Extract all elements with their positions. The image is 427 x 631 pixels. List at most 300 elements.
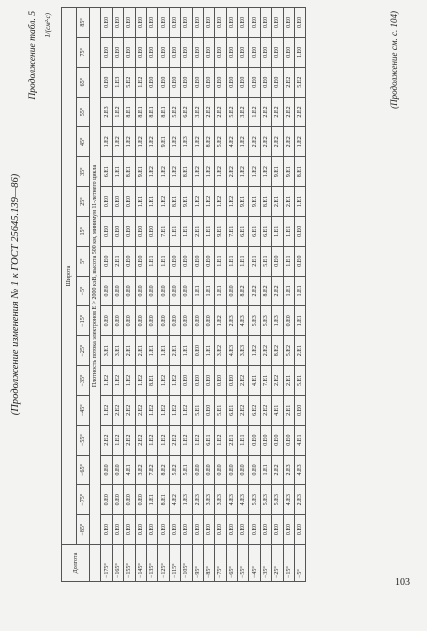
flux-value-cell: 1.E1 (283, 216, 294, 246)
flux-value-cell: 2.E2 (295, 97, 306, 127)
flux-value-cell: 9.E1 (283, 157, 294, 187)
flux-value-cell: 8.E2 (272, 336, 283, 366)
flux-value-cell: 2.E2 (283, 67, 294, 97)
flux-value-cell: 8.E2 (238, 276, 249, 306)
flux-value-cell: 5.E2 (295, 67, 306, 97)
flux-value-cell: 2.E2 (226, 157, 237, 187)
flux-value-cell: 2.E2 (249, 127, 260, 157)
flux-value-cell: 0.E0 (226, 8, 237, 38)
flux-value-cell: 2.E2 (101, 425, 112, 455)
flux-value-cell: 0.E0 (112, 37, 123, 67)
flux-value-cell: 2.E3 (226, 306, 237, 336)
flux-value-cell: 2.E2 (238, 366, 249, 396)
flux-value-cell: 2.E2 (135, 425, 146, 455)
longitude-cell: −135° (146, 545, 157, 582)
flux-value-cell: 5.E2 (169, 455, 180, 485)
flux-value-cell: 1.E1 (203, 276, 214, 306)
flux-value-cell: 2.E2 (124, 395, 135, 425)
longitude-cell: −15° (283, 545, 294, 582)
flux-value-cell: 0.E0 (146, 306, 157, 336)
latitude-column-header: 45° (77, 127, 90, 157)
flux-value-cell: 5.E1 (215, 395, 226, 425)
flux-value-cell: 0.E0 (203, 37, 214, 67)
flux-value-cell: 3.E2 (215, 336, 226, 366)
flux-value-cell: 0.E0 (215, 515, 226, 545)
longitude-cell: −125° (158, 545, 169, 582)
flux-value-cell: 5.E2 (169, 97, 180, 127)
flux-value-cell: 2.E2 (112, 395, 123, 425)
flux-value-cell: 1.E1 (272, 216, 283, 246)
flux-value-cell: 5.E2 (215, 127, 226, 157)
flux-value-cell: 1.E2 (112, 366, 123, 396)
flux-value-cell: 0.E0 (203, 246, 214, 276)
flux-value-cell: 0.E0 (158, 276, 169, 306)
flux-value-cell: 8.E1 (260, 187, 271, 217)
latitude-header: Широта (62, 8, 77, 545)
flux-value-cell: 5.E3 (249, 485, 260, 515)
table-row (112, 8, 123, 582)
table-row (215, 8, 226, 582)
flux-value-cell: 8.E2 (158, 455, 169, 485)
description-row (90, 8, 101, 582)
flux-value-cell: 0.E0 (146, 216, 157, 246)
flux-value-cell: 1.E2 (238, 157, 249, 187)
flux-value-cell: 9.E1 (238, 187, 249, 217)
flux-value-cell: 1.E1 (146, 246, 157, 276)
flux-value-cell: 0.E0 (169, 67, 180, 97)
flux-value-cell: 4.E3 (238, 485, 249, 515)
data-table (61, 7, 306, 582)
flux-value-cell: 0.E0 (295, 216, 306, 246)
latitude-column-header: −15° (77, 306, 90, 336)
flux-value-cell: 7.E1 (226, 216, 237, 246)
flux-value-cell: 7.E2 (146, 455, 157, 485)
flux-value-cell: 0.E0 (203, 515, 214, 545)
flux-value-cell: 1.E2 (135, 67, 146, 97)
latitude-column-header: −55° (77, 425, 90, 455)
table-row (158, 8, 169, 582)
flux-value-cell: 1.E1 (192, 276, 203, 306)
flux-value-cell: 0.E0 (226, 515, 237, 545)
flux-value-cell: 0.E0 (112, 8, 123, 38)
flux-value-cell: 1.E2 (158, 187, 169, 217)
flux-value-cell: 4.E1 (272, 395, 283, 425)
flux-value-cell: 0.E0 (192, 336, 203, 366)
latitude-column-header: 75° (77, 37, 90, 67)
flux-value-cell: 0.E0 (181, 366, 192, 396)
flux-value-cell: 2.E2 (260, 336, 271, 366)
flux-value-cell: 1.E1 (158, 246, 169, 276)
flux-value-cell: 0.E0 (101, 246, 112, 276)
longitude-cell: −155° (124, 545, 135, 582)
flux-value-cell: 0.E0 (124, 306, 135, 336)
flux-value-cell: 1.E1 (169, 216, 180, 246)
flux-value-cell: 0.E0 (101, 67, 112, 97)
flux-value-cell: 0.E0 (215, 37, 226, 67)
latitude-column-header: 25° (77, 187, 90, 217)
latitude-column-header: 5° (77, 246, 90, 276)
longitude-cell: −85° (203, 545, 214, 582)
flux-value-cell: 8.E1 (181, 157, 192, 187)
flux-value-cell: 1.E2 (192, 425, 203, 455)
flux-value-cell: 2.E1 (283, 366, 294, 396)
flux-value-cell: 2.E2 (203, 97, 214, 127)
flux-value-cell: 0.E0 (215, 8, 226, 38)
flux-value-cell: 2.E2 (238, 395, 249, 425)
flux-value-cell: 5.E1 (295, 366, 306, 396)
flux-value-cell: 1.E1 (295, 306, 306, 336)
flux-value-cell: 0.E0 (158, 8, 169, 38)
flux-value-cell: 2.E2 (272, 366, 283, 396)
flux-value-cell: 0.E0 (192, 366, 203, 396)
flux-value-cell: 0.E0 (238, 67, 249, 97)
flux-value-cell: 3.E2 (135, 455, 146, 485)
flux-value-cell: 2.E1 (135, 336, 146, 366)
flux-value-cell: 5.E3 (260, 485, 271, 515)
flux-value-cell: 1.E2 (169, 366, 180, 396)
flux-value-cell: 1.E2 (215, 157, 226, 187)
flux-value-cell: 4.E3 (295, 455, 306, 485)
flux-value-cell: 1.E2 (158, 395, 169, 425)
flux-value-cell: 1.E2 (169, 157, 180, 187)
flux-value-cell: 0.E0 (158, 37, 169, 67)
page-header: (Продолжение изменения № 1 к ГОСТ 25645.139—86) (10, 173, 21, 416)
flux-value-cell: 1.E2 (249, 336, 260, 366)
flux-value-cell: 1.E1 (295, 187, 306, 217)
flux-value-cell: 9.E1 (181, 187, 192, 217)
flux-value-cell: 2.E1 (283, 187, 294, 217)
flux-value-cell: 2.E1 (283, 395, 294, 425)
flux-value-cell: 1.E1 (203, 336, 214, 366)
flux-value-cell: 2.E2 (272, 455, 283, 485)
flux-value-cell: 0.E0 (124, 276, 135, 306)
flux-value-cell: 1.E2 (260, 157, 271, 187)
flux-value-cell: 1.E1 (260, 455, 271, 485)
flux-value-cell: 0.E0 (283, 8, 294, 38)
flux-value-cell: 0.E0 (135, 515, 146, 545)
flux-value-cell: 0.E0 (238, 455, 249, 485)
flux-value-cell: 1.E1 (146, 336, 157, 366)
longitude-cell: −25° (272, 545, 283, 582)
flux-value-cell: 0.E0 (158, 306, 169, 336)
longitude-cell: −165° (112, 545, 123, 582)
latitude-column-header: 35° (77, 157, 90, 187)
flux-value-cell: 0.E0 (295, 515, 306, 545)
flux-value-cell: 2.E1 (169, 336, 180, 366)
flux-value-cell: 0.E0 (295, 246, 306, 276)
longitude-cell: −65° (226, 545, 237, 582)
longitude-cell: −175° (101, 545, 112, 582)
flux-value-cell: 9.E1 (272, 157, 283, 187)
longitude-cell: −45° (249, 545, 260, 582)
flux-value-cell: 6.E1 (203, 425, 214, 455)
flux-value-cell: 6.E1 (238, 216, 249, 246)
flux-value-cell: 0.E0 (238, 37, 249, 67)
rotated-page-content (7, 7, 420, 582)
flux-value-cell: 1.E1 (112, 157, 123, 187)
flux-value-cell: 6.E1 (249, 216, 260, 246)
flux-value-cell: 0.E0 (181, 306, 192, 336)
flux-value-cell: 1.E1 (181, 336, 192, 366)
flux-value-cell: 5.E2 (283, 336, 294, 366)
flux-value-cell: 0.E0 (169, 306, 180, 336)
flux-value-cell: 1.E1 (181, 216, 192, 246)
flux-value-cell: 0.E0 (158, 515, 169, 545)
flux-value-cell: 0.E0 (249, 425, 260, 455)
flux-value-cell: 0.E0 (112, 306, 123, 336)
flux-value-cell: 1.E1 (215, 246, 226, 276)
flux-value-cell: 0.E0 (215, 455, 226, 485)
latitude-column-header: −35° (77, 366, 90, 396)
table-row (283, 8, 294, 582)
flux-value-cell: 6.E2 (249, 395, 260, 425)
flux-value-cell: 8.E1 (124, 97, 135, 127)
flux-value-cell: 2.E2 (135, 395, 146, 425)
flux-value-cell: 2.E2 (124, 425, 135, 455)
flux-value-cell: 2.E1 (272, 187, 283, 217)
flux-value-cell: 8.E1 (146, 97, 157, 127)
flux-value-cell: 9.E1 (249, 187, 260, 217)
flux-value-cell: 3.E3 (215, 485, 226, 515)
flux-value-cell: 1.E1 (295, 276, 306, 306)
flux-value-cell: 1.E2 (101, 366, 112, 396)
flux-value-cell: 4.E1 (124, 455, 135, 485)
units-label: 1/(см²·с) (44, 13, 52, 38)
flux-value-cell: 1.E2 (146, 157, 157, 187)
flux-value-cell: 6.E1 (226, 395, 237, 425)
flux-value-cell: 1.E1 (238, 246, 249, 276)
flux-value-cell: 6.E1 (101, 157, 112, 187)
flux-value-cell: 0.E0 (146, 276, 157, 306)
flux-value-cell: 1.E2 (101, 395, 112, 425)
flux-value-cell: 0.E0 (295, 395, 306, 425)
flux-value-cell: 1.E2 (215, 425, 226, 455)
flux-value-cell: 0.E0 (249, 67, 260, 97)
flux-value-cell: 4.E3 (283, 485, 294, 515)
flux-value-cell: 0.E0 (135, 306, 146, 336)
flux-value-cell: 0.E0 (101, 8, 112, 38)
flux-value-cell: 0.E0 (135, 8, 146, 38)
latitude-column-header: −45° (77, 395, 90, 425)
flux-value-cell: 4.E2 (226, 127, 237, 157)
flux-value-cell: 0.E0 (226, 276, 237, 306)
flux-value-cell: 8.E1 (135, 97, 146, 127)
flux-value-cell: 9.E1 (215, 216, 226, 246)
flux-value-cell: 8.E1 (158, 97, 169, 127)
flux-value-cell: 0.E0 (226, 37, 237, 67)
flux-value-cell: 0.E0 (226, 67, 237, 97)
flux-value-cell: 0.E0 (283, 37, 294, 67)
flux-value-cell: 0.E0 (192, 455, 203, 485)
flux-value-cell: 0.E0 (272, 37, 283, 67)
flux-value-cell: 0.E0 (181, 8, 192, 38)
flux-value-cell: 3.E3 (203, 485, 214, 515)
flux-value-cell: 1.E2 (249, 97, 260, 127)
flux-value-cell: 8.E1 (295, 157, 306, 187)
latitude-column-header: −25° (77, 336, 90, 366)
flux-value-cell: 1.E2 (169, 395, 180, 425)
flux-value-cell: 2.E2 (215, 97, 226, 127)
flux-value-cell: 0.E0 (112, 485, 123, 515)
flux-value-cell: 1.E2 (158, 366, 169, 396)
flux-value-cell: 4.E1 (249, 366, 260, 396)
flux-value-cell: 0.E0 (124, 8, 135, 38)
column-header-row (77, 8, 90, 582)
flux-value-cell: 1.E2 (181, 395, 192, 425)
flux-value-cell: 0.E0 (124, 216, 135, 246)
flux-value-cell: 2.E2 (169, 425, 180, 455)
longitude-cell: −75° (215, 545, 226, 582)
flux-value-cell: 5.E3 (249, 306, 260, 336)
flux-value-cell: 1.E2 (146, 127, 157, 157)
latitude-column-header: 85° (77, 8, 90, 38)
flux-value-cell: 0.E0 (272, 67, 283, 97)
longitude-cell: −5° (295, 545, 306, 582)
flux-value-cell: 0.E0 (112, 515, 123, 545)
flux-value-cell: 2.E2 (260, 395, 271, 425)
flux-value-cell: 0.E0 (169, 515, 180, 545)
table-row (238, 8, 249, 582)
flux-value-cell: 1.E0 (295, 37, 306, 67)
flux-value-cell: 1.E2 (238, 127, 249, 157)
flux-value-cell: 5.E3 (272, 485, 283, 515)
page-number: 103 (395, 577, 410, 588)
flux-value-cell: 1.E1 (146, 485, 157, 515)
table-row (101, 8, 112, 582)
flux-value-cell: 0.E0 (215, 67, 226, 97)
flux-value-cell: 1.E2 (169, 127, 180, 157)
flux-value-cell: 0.E0 (203, 395, 214, 425)
flux-value-cell: 0.E0 (146, 37, 157, 67)
flux-value-cell: 0.E0 (203, 8, 214, 38)
flux-value-cell: 4.E3 (226, 336, 237, 366)
table-row (169, 8, 180, 582)
flux-value-cell: 2.E1 (295, 336, 306, 366)
flux-value-cell: 2.E2 (283, 97, 294, 127)
flux-value-cell: 2.E3 (101, 97, 112, 127)
flux-value-cell: 3.E2 (192, 97, 203, 127)
flux-value-cell: 1.E2 (215, 306, 226, 336)
flux-value-cell: 8.E1 (158, 485, 169, 515)
flux-value-cell: 8.E2 (203, 127, 214, 157)
flux-value-cell: 0.E0 (192, 515, 203, 545)
flux-value-cell: 3.E1 (101, 336, 112, 366)
flux-value-cell: 0.E0 (272, 246, 283, 276)
flux-value-cell: 8.E2 (260, 276, 271, 306)
flux-value-cell: 0.E0 (260, 8, 271, 38)
flux-value-cell: 3.E1 (112, 336, 123, 366)
flux-value-cell: 4.E1 (295, 425, 306, 455)
flux-value-cell: 0.E0 (203, 455, 214, 485)
table-row (135, 8, 146, 582)
flux-value-cell: 1.E1 (283, 246, 294, 276)
flux-value-cell: 2.E3 (283, 455, 294, 485)
flux-value-cell: 1.E1 (283, 276, 294, 306)
flux-value-cell: 0.E0 (101, 455, 112, 485)
continuation-note: (Продолжение см. с. 104) (389, 11, 399, 109)
flux-value-cell: 0.E0 (226, 366, 237, 396)
flux-value-cell: 2.E2 (272, 127, 283, 157)
flux-value-cell: 1.E1 (158, 336, 169, 366)
flux-value-cell: 0.E0 (146, 515, 157, 545)
flux-value-cell: 5.E2 (124, 67, 135, 97)
flux-value-cell: 1.E3 (181, 127, 192, 157)
flux-value-cell: 0.E0 (260, 515, 271, 545)
flux-value-cell: 1.E2 (112, 127, 123, 157)
flux-value-cell: 1.E3 (272, 306, 283, 336)
flux-value-cell: 0.E0 (203, 67, 214, 97)
flux-value-cell: 0.E0 (215, 366, 226, 396)
longitude-cell: −55° (238, 545, 249, 582)
flux-value-cell: 1.E2 (295, 127, 306, 157)
table-title: Продолжение табл. 5 (28, 11, 38, 100)
flux-value-cell: 3.E2 (238, 97, 249, 127)
flux-value-cell: 0.E0 (169, 246, 180, 276)
flux-value-cell: 0.E0 (249, 8, 260, 38)
flux-value-cell: 4.E3 (238, 306, 249, 336)
flux-value-cell: 0.E0 (146, 67, 157, 97)
flux-value-cell: 0.E0 (101, 216, 112, 246)
flux-value-cell: 0.E0 (124, 485, 135, 515)
flux-value-cell: 1.E2 (226, 187, 237, 217)
flux-value-cell: 8.E1 (146, 366, 157, 396)
flux-value-cell: 0.E0 (260, 67, 271, 97)
table-row (272, 8, 283, 582)
flux-value-cell: 0.E0 (192, 67, 203, 97)
flux-value-cell: 0.E0 (272, 8, 283, 38)
flux-value-cell: 8.E1 (124, 157, 135, 187)
flux-value-cell: 0.E0 (101, 306, 112, 336)
flux-value-cell: 0.E0 (101, 515, 112, 545)
flux-value-cell: 2.E2 (249, 276, 260, 306)
latitude-column-header: 15° (77, 216, 90, 246)
flux-value-cell: 0.E0 (192, 306, 203, 336)
latitude-column-header: 65° (77, 67, 90, 97)
table-row (260, 8, 271, 582)
flux-value-cell: 0.E0 (181, 515, 192, 545)
flux-value-cell: 9.E1 (135, 157, 146, 187)
flux-value-cell: 1.E2 (158, 157, 169, 187)
flux-value-cell: 2.E3 (295, 485, 306, 515)
flux-value-cell: 0.E0 (101, 485, 112, 515)
flux-value-cell: 0.E0 (181, 246, 192, 276)
flux-value-cell: 1.E2 (158, 425, 169, 455)
flux-value-cell: 0.E0 (169, 8, 180, 38)
table-body (90, 8, 306, 582)
flux-value-cell: 0.E0 (112, 216, 123, 246)
table-description: Плотность потока электронов E > 2000 кэВ, высота 500 км, минимум 11-летнего цикла (90, 8, 101, 545)
flux-value-cell: 0.E0 (124, 187, 135, 217)
flux-value-cell: 5.E1 (181, 455, 192, 485)
flux-value-cell: 1.E3 (181, 485, 192, 515)
flux-value-cell: 2.E2 (272, 97, 283, 127)
flux-value-cell: 0.E0 (249, 515, 260, 545)
flux-value-cell: 0.E0 (169, 37, 180, 67)
flux-value-cell: 4.E2 (169, 485, 180, 515)
flux-value-cell: 2.E1 (112, 246, 123, 276)
flux-value-cell: 1.E2 (112, 97, 123, 127)
flux-value-cell: 1.E2 (146, 425, 157, 455)
flux-value-cell: 2.E1 (124, 336, 135, 366)
flux-value-cell: 0.E0 (146, 8, 157, 38)
table-row (226, 8, 237, 582)
flux-value-cell: 1.E2 (192, 157, 203, 187)
flux-value-cell: 5.E3 (260, 306, 271, 336)
flux-value-cell: 0.E0 (283, 515, 294, 545)
flux-value-cell: 0.E0 (124, 37, 135, 67)
flux-value-cell: 1.E2 (135, 366, 146, 396)
flux-value-cell: 0.E0 (135, 37, 146, 67)
